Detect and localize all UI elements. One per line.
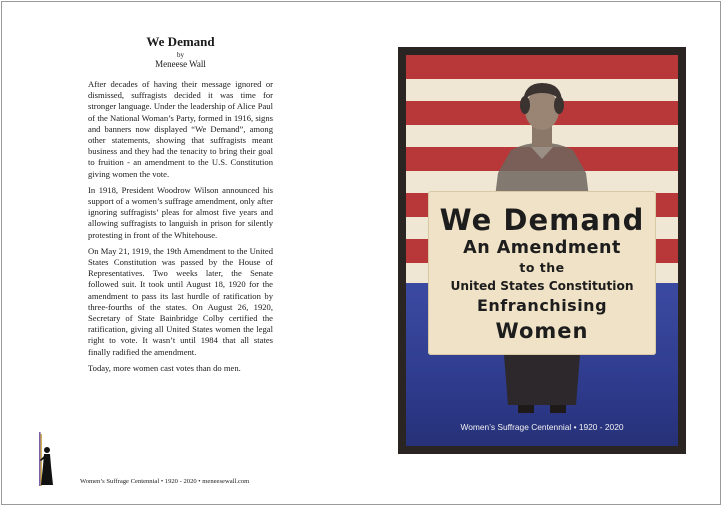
banner-line: We Demand: [439, 203, 645, 237]
banner-line: United States Constitution: [450, 279, 634, 293]
article-author: Meneese Wall: [155, 59, 206, 69]
page-footer: Women’s Suffrage Centennial • 1920 - 2020 • meneesewall.com: [80, 478, 250, 485]
banner-line: Women: [495, 319, 589, 343]
article-title: We Demand: [146, 34, 215, 49]
banner-line: to the: [519, 260, 565, 275]
poster: [398, 47, 686, 454]
suffragist-silhouette-icon: [36, 430, 56, 488]
article-paragraph: After decades of having their message ignored or dismissed, suffragists decided it was time for stronger language. Under the leadership of Alice Paul of the National Woman’s Party, formed in 1916, signs and banners now displayed “We Demand”, among other statements, showing that suffragists meant business and they had the tenacity to bring their goal to fruition - an amendment to the U.S. Constitution giving women the vote.: [88, 79, 273, 179]
article-byline: by: [177, 51, 184, 59]
article-paragraph: On May 21, 1919, the 19th Amendment to the United States Constitution was passed by the House of Representatives. Two weeks later, the Senate followed suit. It took until August 18, 1920 for the amendment to pass its last hurdle of ratification by three-fourths of the states. On August 26, 1920, Secretary of State Bainbridge Colby certified the ratification, giving all United States women the legal right to vote. It wasn’t until 1984 that all states finally radified the amendment.: [88, 245, 273, 357]
banner-line: An Amendment: [463, 238, 621, 258]
article: [88, 34, 273, 379]
article-paragraph: In 1918, President Woodrow Wilson announced his support of a women’s suffrage amendment, only after ignoring suffragists’ pleas for almost five years and allowing suffragists to languish in prison for silently protesting in front of the Whitehouse.: [88, 184, 273, 240]
article-paragraph: Today, more women cast votes than do men.: [88, 362, 241, 373]
poster-banner: [428, 191, 656, 355]
banner-line: Enfranchising: [476, 296, 608, 315]
poster-artwork: [406, 55, 678, 446]
poster-caption: Women’s Suffrage Centennial • 1920 - 2020: [460, 422, 624, 432]
